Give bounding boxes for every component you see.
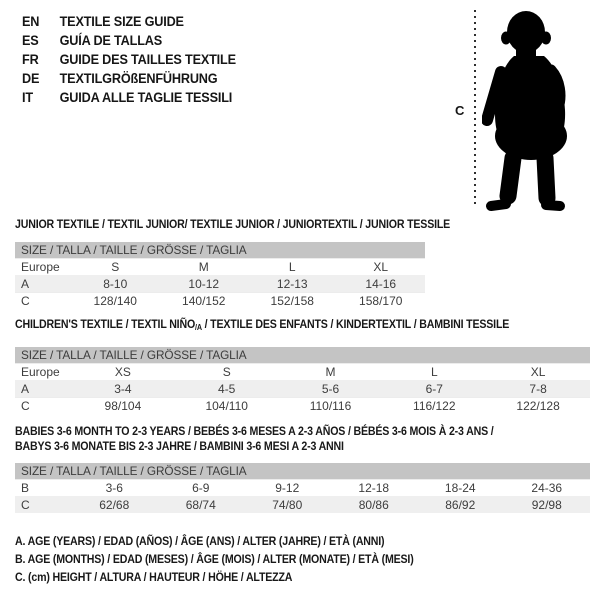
table-cell: 140/152	[182, 294, 226, 308]
table-row-europe	[15, 258, 425, 275]
table-cell: 5-6	[321, 382, 340, 396]
table-cell: L	[288, 260, 296, 274]
section-title-babies-line2: BABYS 3-6 MONATE BIS 2-3 JAHRE / BAMBINI 3-6 MESI A 2-3 ANNI	[15, 439, 344, 453]
language-code: IT	[22, 90, 33, 105]
table-row-europe	[15, 363, 590, 380]
table-cell: 152/158	[270, 294, 314, 308]
section-title-babies-line1: BABIES 3-6 MONTH TO 2-3 YEARS / BEBÉS 3-6 MESES A 2-3 AÑOS / BÉBÉS 3-6 MOIS À 2-3 ANS /	[15, 424, 494, 438]
table-row-a	[15, 275, 425, 292]
table-size-header: SIZE / TALLA / TAILLE / GRÖSSE / TAGLIA	[15, 242, 425, 258]
baby-silhouette-icon	[482, 8, 578, 212]
guide-title-en: TEXTILE SIZE GUIDE	[59, 14, 184, 29]
table-cell: 62/68	[99, 498, 130, 512]
table-cell: 80/86	[358, 498, 389, 512]
table-cell: 116/122	[413, 399, 456, 413]
guide-title-de: TEXTILGRÖßENFÜHRUNG	[59, 71, 218, 86]
table-row-c	[15, 496, 590, 513]
table-cell: 12-18	[358, 481, 390, 495]
table-cell: 4-5	[218, 382, 236, 396]
language-row-de	[22, 69, 236, 88]
language-row-it	[22, 88, 236, 107]
table-cell: XL	[530, 365, 546, 379]
section-title-babies	[15, 424, 494, 454]
table-row-c	[15, 397, 590, 414]
row-label: A	[21, 382, 30, 396]
children-size-table	[15, 347, 590, 414]
table-row-a	[15, 380, 590, 397]
language-title-list	[22, 12, 236, 107]
table-cell: 10-12	[188, 277, 220, 291]
section-title-children	[15, 317, 509, 335]
table-cell: 6-9	[192, 481, 210, 495]
table-cell: 158/170	[359, 294, 403, 308]
table-cell: XS	[114, 365, 131, 379]
table-cell: 14-16	[365, 277, 397, 291]
height-measure-label: C	[455, 103, 465, 118]
table-cell: 3-4	[114, 382, 132, 396]
section-title-children-post: / TEXTILE DES ENFANTS / KINDERTEXTIL / BAMBINI TESSILE	[201, 317, 510, 331]
row-label: C	[21, 294, 30, 308]
language-code: DE	[22, 71, 40, 86]
table-cell: 122/128	[516, 399, 560, 413]
table-cell: S	[111, 260, 120, 274]
row-label: C	[21, 399, 30, 413]
table-cell: L	[430, 365, 438, 379]
junior-size-table	[15, 242, 425, 309]
row-label: Europe	[21, 260, 60, 274]
height-measure-dotted-line	[474, 10, 476, 208]
table-row-c	[15, 292, 425, 309]
note-age-years: A. AGE (YEARS) / EDAD (AÑOS) / ÂGE (ANS) / ALTER (JAHRE) / ETÀ (ANNI)	[15, 534, 385, 548]
table-cell: 74/80	[272, 498, 303, 512]
row-label: Europe	[21, 365, 60, 379]
note-height-cm: C. (cm) HEIGHT / ALTURA / HAUTEUR / HÖHE / ALTEZZA	[15, 570, 293, 584]
section-title-junior: JUNIOR TEXTILE / TEXTIL JUNIOR/ TEXTILE JUNIOR / JUNIORTEXTIL / JUNIOR TESSILE	[15, 217, 451, 231]
guide-title-it: GUIDA ALLE TAGLIE TESSILI	[59, 90, 233, 105]
table-cell: 12-13	[276, 277, 308, 291]
table-cell: 6-7	[425, 382, 443, 396]
table-cell: 98/104	[104, 399, 142, 413]
language-row-es	[22, 31, 236, 50]
legend-notes	[15, 532, 458, 586]
row-label: B	[21, 481, 30, 495]
guide-title-fr: GUIDE DES TAILLES TEXTILE	[59, 52, 236, 67]
table-cell: M	[325, 365, 336, 379]
table-cell: 9-12	[275, 481, 300, 495]
row-label: A	[21, 277, 30, 291]
babies-size-table	[15, 463, 590, 513]
table-cell: 18-24	[444, 481, 476, 495]
table-size-header: SIZE / TALLA / TAILLE / GRÖSSE / TAGLIA	[15, 463, 590, 479]
language-code: FR	[22, 52, 39, 67]
table-cell: 86/92	[445, 498, 476, 512]
table-cell: M	[198, 260, 209, 274]
table-cell: S	[222, 365, 231, 379]
language-code: ES	[22, 33, 39, 48]
language-row-en	[22, 12, 236, 31]
language-code: EN	[22, 14, 40, 29]
table-cell: 110/116	[309, 399, 352, 413]
row-label: C	[21, 498, 30, 512]
table-cell: 92/98	[531, 498, 562, 512]
table-cell: 7-8	[529, 382, 547, 396]
note-age-months: B. AGE (MONTHS) / EDAD (MESES) / ÂGE (MOIS) / ALTER (MONATE) / ETÀ (MESI)	[15, 552, 414, 566]
table-size-header: SIZE / TALLA / TAILLE / GRÖSSE / TAGLIA	[15, 347, 590, 363]
table-row-b	[15, 479, 590, 496]
table-cell: XL	[373, 260, 389, 274]
guide-title-es: GUÍA DE TALLAS	[59, 33, 163, 48]
section-title-children-sub: /A	[195, 323, 202, 332]
table-cell: 104/110	[205, 399, 248, 413]
language-row-fr	[22, 50, 236, 69]
table-cell: 8-10	[103, 277, 128, 291]
table-cell: 68/74	[185, 498, 216, 512]
table-cell: 24-36	[531, 481, 563, 495]
section-title-children-pre: CHILDREN'S TEXTILE / TEXTIL NIÑO	[15, 317, 196, 331]
table-cell: 3-6	[105, 481, 123, 495]
table-cell: 128/140	[93, 294, 137, 308]
